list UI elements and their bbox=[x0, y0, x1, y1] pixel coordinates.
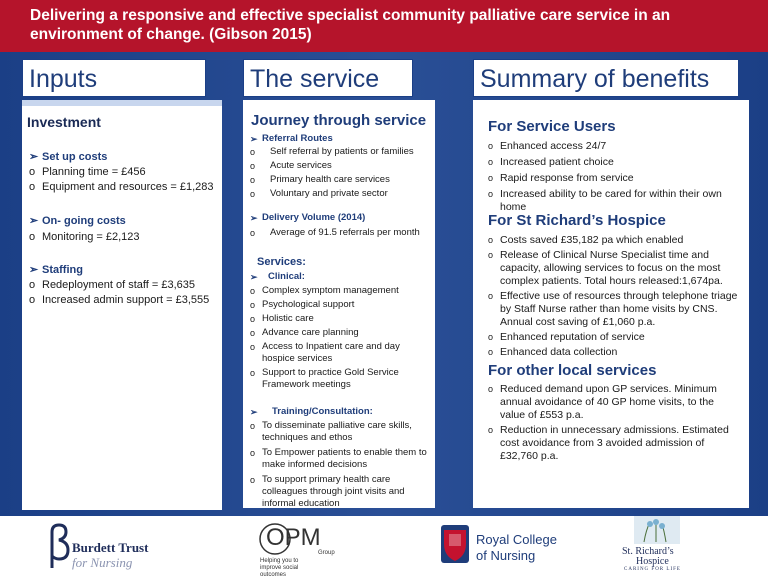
flowers-icon bbox=[634, 516, 680, 544]
delivery-avg-item: o Average of 91.5 referrals per month bbox=[250, 227, 420, 238]
hospice-heading: For St Richard’s Hospice bbox=[488, 212, 666, 229]
staffing-item: ➢ Staffing bbox=[29, 264, 83, 276]
list-item: o Complex symptom management bbox=[250, 285, 399, 296]
service-users-list bbox=[488, 140, 744, 214]
list-item: o Acute services bbox=[250, 160, 332, 171]
setup-costs-item: ➢ Set up costs bbox=[29, 151, 108, 163]
investment-heading: Investment bbox=[27, 114, 101, 130]
footer-logos bbox=[0, 516, 768, 576]
list-item: o Self referral by patients or families bbox=[250, 146, 414, 157]
training-list bbox=[250, 420, 434, 510]
inputs-heading: Inputs bbox=[22, 59, 206, 97]
local-services-list bbox=[488, 383, 742, 463]
planning-time-item: o Planning time = £456 bbox=[29, 166, 146, 178]
equipment-item: o Equipment and resources = £1,283 bbox=[29, 181, 214, 193]
list-item: o Enhanced access 24/7 bbox=[488, 140, 607, 152]
service-heading: The service bbox=[243, 59, 413, 97]
service-users-heading: For Service Users bbox=[488, 118, 616, 135]
list-item: o Rapid response from service bbox=[488, 172, 634, 184]
beta-icon bbox=[40, 522, 70, 572]
list-item: o Voluntary and private sector bbox=[250, 188, 388, 199]
list-item: o Psychological support bbox=[250, 299, 355, 310]
service-panel bbox=[243, 100, 435, 508]
list-item: o Enhanced reputation of service bbox=[488, 331, 645, 343]
opm-logo: OPM Group Helping you to improve social outcomes bbox=[260, 524, 335, 576]
redeployment-item: o Redeployment of staff = £3,635 bbox=[29, 279, 195, 291]
list-item: o Enhanced data collection bbox=[488, 346, 618, 358]
hospice-list bbox=[488, 234, 746, 359]
list-item: o Support to practice Gold Service Framework meetings bbox=[250, 367, 399, 390]
list-item: o To support primary health care colleagues through joint visits and informal education bbox=[250, 474, 405, 509]
ongoing-costs-item: ➢ On- going costs bbox=[29, 215, 126, 227]
list-item: o Increased patient choice bbox=[488, 156, 614, 168]
list-item: o Access to Inpatient care and day hospice services bbox=[250, 341, 400, 364]
list-item: o Effective use of resources through telephone triage by Staff Nurse rather than home visits by CNS. Annual cost saving of £1,060 p.a. bbox=[488, 290, 738, 328]
journey-heading: Journey through service bbox=[251, 112, 427, 129]
referral-routes-item: ➢ Referral Routes bbox=[250, 133, 333, 144]
benefits-heading: Summary of benefits bbox=[473, 59, 739, 97]
referral-list bbox=[250, 146, 432, 200]
list-item: o To disseminate palliative care skills, techniques and ethos bbox=[250, 420, 412, 443]
services-label: Services: bbox=[257, 256, 306, 268]
local-services-heading: For other local services bbox=[488, 362, 657, 379]
list-item: o Holistic care bbox=[250, 313, 314, 324]
list-item: o Release of Clinical Nurse Specialist time and capacity, allowing services to focus on the most complex patients. Total hours released:1,674pa. bbox=[488, 249, 723, 287]
admin-support-item: o Increased admin support = £3,555 bbox=[29, 294, 210, 306]
list-item: o Primary health care services bbox=[250, 174, 390, 185]
poster-title: Delivering a responsive and effective specialist community palliative care service in an environment of change. (Gibson 2015) bbox=[0, 0, 768, 52]
list-item: o Increased ability to be cared for within their own home bbox=[488, 188, 722, 213]
rcn-shield-icon bbox=[440, 524, 470, 564]
clinical-item: ➢ Clinical: bbox=[250, 271, 305, 282]
benefits-panel bbox=[473, 100, 749, 508]
monitoring-item: o Monitoring = £2,123 bbox=[29, 231, 140, 243]
rcn-logo: Royal College of Nursing bbox=[440, 524, 550, 570]
list-item: o To Empower patients to enable them to make informed decisions bbox=[250, 447, 427, 470]
list-item: o Reduction in unnecessary admissions. Estimated cost avoidance from 3 avoided admission of £32,760 p.a. bbox=[488, 424, 729, 462]
clinical-list bbox=[250, 285, 430, 391]
burdett-logo: Burdett Trust for Nursing bbox=[40, 522, 150, 572]
training-item: ➢ Training/Consultation: bbox=[250, 406, 373, 417]
list-item: o Costs saved £35,182 pa which enabled bbox=[488, 234, 684, 246]
delivery-volume-item: ➢ Delivery Volume (2014) bbox=[250, 212, 366, 223]
st-richards-logo: St. Richard’s Hospice CARING FOR LIFE bbox=[612, 516, 702, 574]
inputs-panel bbox=[22, 100, 222, 510]
list-item: o Reduced demand upon GP services. Minimum annual avoidance of 40 GP home visits, to the value of £553 p.a. bbox=[488, 383, 717, 421]
list-item: o Advance care planning bbox=[250, 327, 359, 338]
